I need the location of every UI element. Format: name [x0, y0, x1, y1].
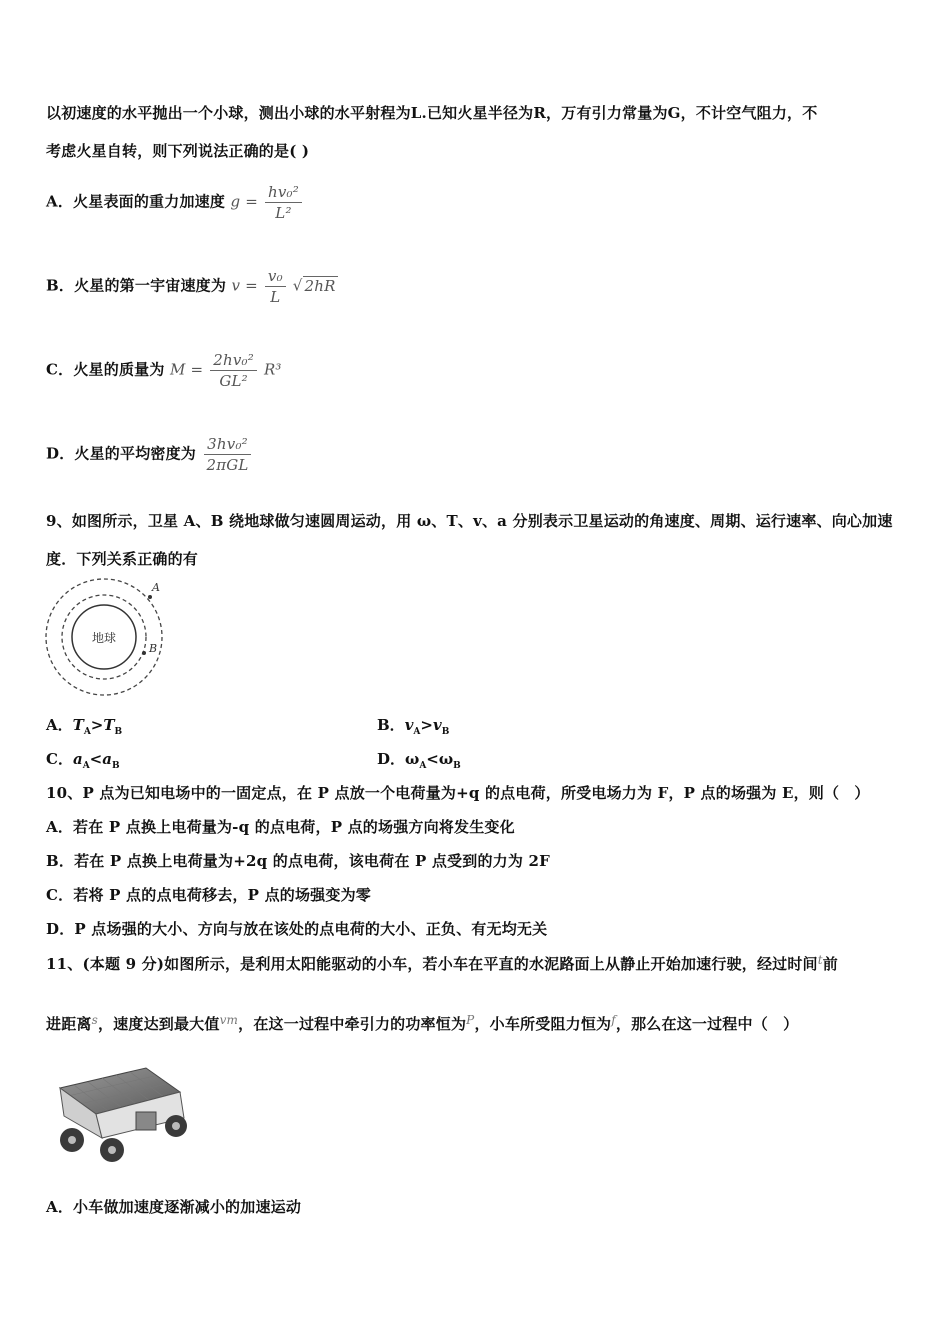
- q11-stem-part-d: ，小车所受阻力恒为: [474, 1015, 612, 1033]
- q11-stem-part-e: ，那么在这一过程中（ ）: [615, 1015, 799, 1033]
- q10-option-c[interactable]: C．若将 P 点的点电荷移去，P 点的场强变为零: [46, 886, 371, 904]
- symbol-vm: vm: [219, 1013, 239, 1027]
- formula-c-lhs: M =: [169, 360, 204, 379]
- q10-option-d[interactable]: D．P 点场强的大小、方向与放在该处的点电荷的大小、正负、有无均无关: [46, 920, 548, 938]
- formula-d-num: 3hv₀²: [204, 434, 251, 455]
- q8-formula-a: [230, 182, 303, 223]
- formula-b-den: L: [270, 288, 281, 306]
- q8-option-d[interactable]: [46, 434, 254, 475]
- q8-option-c[interactable]: [46, 350, 282, 391]
- q8-option-d-text: D．火星的平均密度为: [46, 444, 197, 463]
- q9-option-c[interactable]: C．$a_A<a_B$: [46, 750, 120, 771]
- solar-car-image: [46, 1060, 191, 1165]
- q8-option-b-text: B．火星的第一宇宙速度为: [46, 276, 227, 295]
- q11-stem-line1-tail: 前: [822, 955, 838, 973]
- q8-option-a-text: A．火星表面的重力加速度: [46, 192, 226, 211]
- q8-option-c-text: C．火星的质量为: [46, 360, 165, 379]
- q8-stem-line1: 以初速度的水平抛出一个小球，测出小球的水平射程为L.已知火星半径为R，万有引力常量为G，不计空气阻力，不: [46, 104, 818, 122]
- q8-formula-b: v = $\frac{\text{v₀}}{L}$ √ 2hR: [231, 267, 336, 306]
- q11-stem-line2: [46, 1013, 798, 1034]
- symbol-t: t: [817, 953, 823, 967]
- earth-orbit-figure: [40, 577, 172, 699]
- formula-c-tail: R³: [263, 360, 282, 379]
- satellite-a-label: A: [152, 581, 160, 594]
- formula-c-num: 2hv₀²: [210, 350, 257, 371]
- q8-option-a[interactable]: [46, 182, 304, 223]
- motor: [136, 1112, 156, 1130]
- q11-stem-part-a: 进距离: [46, 1015, 92, 1033]
- q11-stem-line1: [46, 953, 838, 974]
- symbol-s: s: [91, 1013, 98, 1027]
- q11-stem-part-b: ，速度达到最大值: [97, 1015, 220, 1033]
- q11-stem-line1-text: 11、(本题 9 分)如图所示，是利用太阳能驱动的小车，若小车在平直的水泥路面上从静止开始加速行驶，经过时间: [46, 955, 818, 973]
- formula-b-root: 2hR: [304, 276, 336, 295]
- formula-a-num: hv₀²: [265, 182, 302, 203]
- formula-c-den: GL²: [219, 372, 248, 390]
- satellite-b-label: B: [149, 642, 158, 655]
- q10-option-b[interactable]: B．若在 P 点换上电荷量为+2q 的点电荷，该电荷在 P 点受到的力为 2F: [46, 852, 550, 870]
- symbol-f: f: [611, 1013, 616, 1027]
- q9-option-a[interactable]: A．$T_A>T_B$: [46, 716, 123, 737]
- formula-b-lhs: v =: [231, 276, 258, 295]
- q8-formula-c: [170, 350, 282, 391]
- formula-b-num: v₀: [265, 266, 286, 287]
- symbol-p: P: [466, 1013, 475, 1027]
- satellite-b-dot: [142, 651, 146, 655]
- formula-a-den: L²: [275, 204, 292, 222]
- q10-stem: 10、P 点为已知电场中的一固定点，在 P 点放一个电荷量为+q 的点电荷，所受电场力为 F，P 点的场强为 E，则（ ）: [46, 784, 870, 802]
- q9-stem-line2: 度．下列关系正确的有: [46, 550, 199, 568]
- q10-option-a[interactable]: A．若在 P 点换上电荷量为-q 的点电荷，P 点的场强方向将发生变化: [46, 818, 515, 836]
- q11-stem-part-c: ，在这一过程中牵引力的功率恒为: [238, 1015, 467, 1033]
- q11-option-a[interactable]: A．小车做加速度逐渐减小的加速运动: [46, 1198, 302, 1216]
- satellite-a-dot: [148, 595, 152, 599]
- q8-option-b[interactable]: [46, 266, 338, 307]
- earth-label: 地球: [91, 631, 117, 645]
- q9-stem-line1: 9、如图所示，卫星 A、B 绕地球做匀速圆周运动，用 ω、T、v、a 分别表示卫星运动的角速度、周期、运行速率、向心加速: [46, 512, 893, 530]
- formula-d-den: 2πGL: [206, 456, 249, 474]
- q9-option-b[interactable]: B．$v_A>v_B$: [377, 716, 450, 737]
- q9-option-d[interactable]: D．$\omega_A<\omega_B$: [377, 750, 461, 771]
- q8-stem-line2: 考虑火星自转，则下列说法正确的是( ): [46, 142, 310, 160]
- formula-a-lhs: g =: [230, 192, 259, 211]
- q8-formula-d: [201, 434, 253, 475]
